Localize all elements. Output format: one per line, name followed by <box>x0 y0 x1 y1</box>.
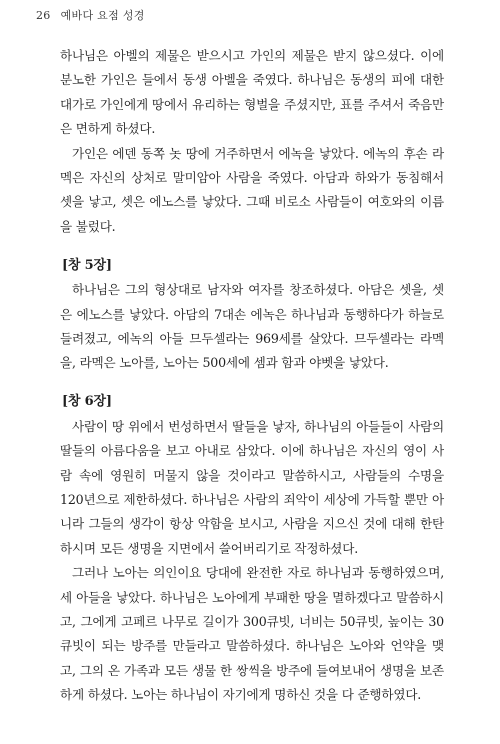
paragraph-cain-descendants: 가인은 에덴 동쪽 놋 땅에 거주하면서 에녹을 낳았다. 에녹의 후손 라멕은 자신의 상처로 말미암아 사람을 죽였다. 아담과 하와가 동침해서 셋을 낳고, 셋은 에노스를 낳았다. 그때 비로소 사람들이 여호와의 이름을 불렀다. <box>60 145 444 234</box>
section-heading-genesis-6: [창 6장] <box>62 394 112 410</box>
page-number: 26 <box>36 9 51 22</box>
section-heading-genesis-5: [창 5장] <box>62 257 112 273</box>
paragraph-cain-abel: 하나님은 아벨의 제물은 받으시고 가인의 제물은 받지 않으셨다. 이에 분노한 가인은 들에서 동생 아벨을 죽였다. 하나님은 동생의 피에 대한 대가로 가인에게 땅에서 유리하는 형벌을 주셨지만, 표를 주셔서 죽음만은 면하게 하셨다. <box>60 48 444 137</box>
running-header <box>36 7 145 23</box>
paragraph-genesis-6-corruption: 사람이 땅 위에서 번성하면서 딸들을 낳자, 하나님의 아들들이 사람의 딸들의 아름다움을 보고 아내로 삼았다. 이에 하나님은 자신의 영이 사람 속에 영원히 머물지 않을 것이라고 말씀하시고, 사람들의 수명을 120년으로 제한하셨다. 하나님은 사람의 죄악이 세상에 가득할 뿐만 아니라 그들의 생각이 항상 악함을 보시고, 사람을 지으신 것에 대해 한탄하시며 모든 생명을 지면에서 쓸어버리기로 작정하셨다. <box>60 418 444 556</box>
paragraph-genesis-6-noah: 그러나 노아는 의인이요 당대에 완전한 자로 하나님과 동행하였으며, 세 아들을 낳았다. 하나님은 노아에게 부패한 땅을 멸하겠다고 말씀하시고, 그에게 고페르 나무로 길이가 300큐빗, 너비는 50큐빗, 높이는 30큐빗이 되는 방주를 만들라고 말씀하셨다. 하나님은 노아와 언약을 맺고, 그의 온 가족과 모든 생물 한 쌍씩을 방주에 들여보내어 생명을 보존하게 하셨다. 노아는 하나님이 자기에게 명하신 것을 다 준행하였다. <box>60 565 444 703</box>
paragraph-genesis-5: 하나님은 그의 형상대로 남자와 여자를 창조하셨다. 아담은 셋을, 셋은 에노스를 낳았다. 아담의 7대손 에녹은 하나님과 동행하다가 하늘로 들려졌고, 에녹의 아들 므두셀라는 969세를 살았다. 므두셀라는 라멕을, 라멕은 노아를, 노아는 500세에 셈과 함과 야벳을 낳았다. <box>60 282 444 371</box>
book-title: 예바다 요점 성경 <box>60 9 145 22</box>
page-body <box>60 44 444 708</box>
